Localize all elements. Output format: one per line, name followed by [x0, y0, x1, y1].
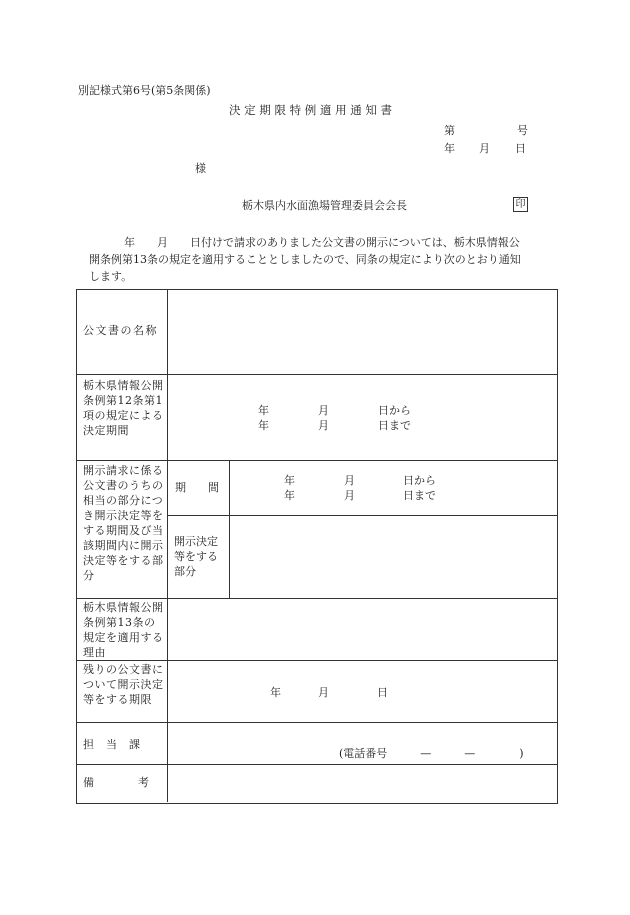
partial-to-day: 日まで: [403, 489, 436, 502]
date-day: 日: [515, 142, 526, 155]
doc-name-label: 公文書の名称: [83, 324, 158, 337]
partial-from-month: 月: [344, 474, 355, 487]
row-divider: [77, 460, 557, 461]
addressee-suffix: 様: [195, 162, 206, 175]
row-divider: [77, 374, 557, 375]
body-line-1: 年 月 日付けで請求のありました公文書の開示については、栃木県情報公: [124, 236, 520, 249]
row-divider: [77, 764, 557, 765]
deadline-year: 年: [270, 686, 281, 699]
issuer: 栃木県内水面漁場管理委員会会長: [242, 199, 407, 212]
number-go: 号: [517, 124, 528, 137]
number-dai: 第: [444, 124, 455, 137]
partial-label: 開示請求に係る公文書のうちの相当の部分につき開示決定等をする期間及び当該期間内に開示決定等をする部分: [83, 464, 164, 582]
decision-period-label: 栃木県情報公開条例第12条第1項の規定による決定期間: [83, 379, 164, 437]
row-divider: [168, 515, 557, 516]
partial-to-year: 年: [284, 489, 295, 502]
deadline-label: 残りの公文書について開示決定等をする期限: [83, 663, 164, 706]
body-line-3: します。: [89, 270, 133, 283]
part-sub-label: 開示決定等をする部分: [174, 535, 218, 578]
table-label-divider: [167, 290, 168, 802]
sub-label-divider: [229, 461, 230, 598]
decision-from-month: 月: [318, 404, 329, 417]
seal-stamp: 印: [513, 197, 528, 212]
decision-from-year: 年: [258, 404, 269, 417]
partial-from-year: 年: [284, 474, 295, 487]
partial-to-month: 月: [344, 489, 355, 502]
phone-number-line: (電話番号 — — ): [339, 747, 524, 760]
date-year: 年: [444, 142, 455, 155]
row-divider: [77, 722, 557, 723]
partial-from-day: 日から: [403, 474, 436, 487]
period-sub-label: 期 間: [175, 481, 219, 494]
form-label: 別記様式第6号(第5条関係): [78, 84, 211, 97]
row-divider: [77, 598, 557, 599]
date-month: 月: [479, 142, 490, 155]
decision-to-day: 日まで: [378, 419, 411, 432]
decision-to-year: 年: [258, 419, 269, 432]
row-divider: [77, 660, 557, 661]
reason-label: 栃木県情報公開条例第13条の規定を適用する理由: [83, 601, 164, 659]
decision-from-day: 日から: [378, 404, 411, 417]
section-label: 担 当 課: [83, 738, 141, 751]
decision-to-month: 月: [318, 419, 329, 432]
deadline-month: 月: [318, 686, 329, 699]
deadline-day: 日: [377, 686, 388, 699]
body-line-2: 開条例第13条の規定を適用することとしましたので、同条の規定により次のとおり通知: [89, 253, 521, 266]
document-title: 決 定 期 限 特 例 適 用 通 知 書: [229, 103, 393, 117]
remarks-label: 備 考: [83, 776, 149, 789]
